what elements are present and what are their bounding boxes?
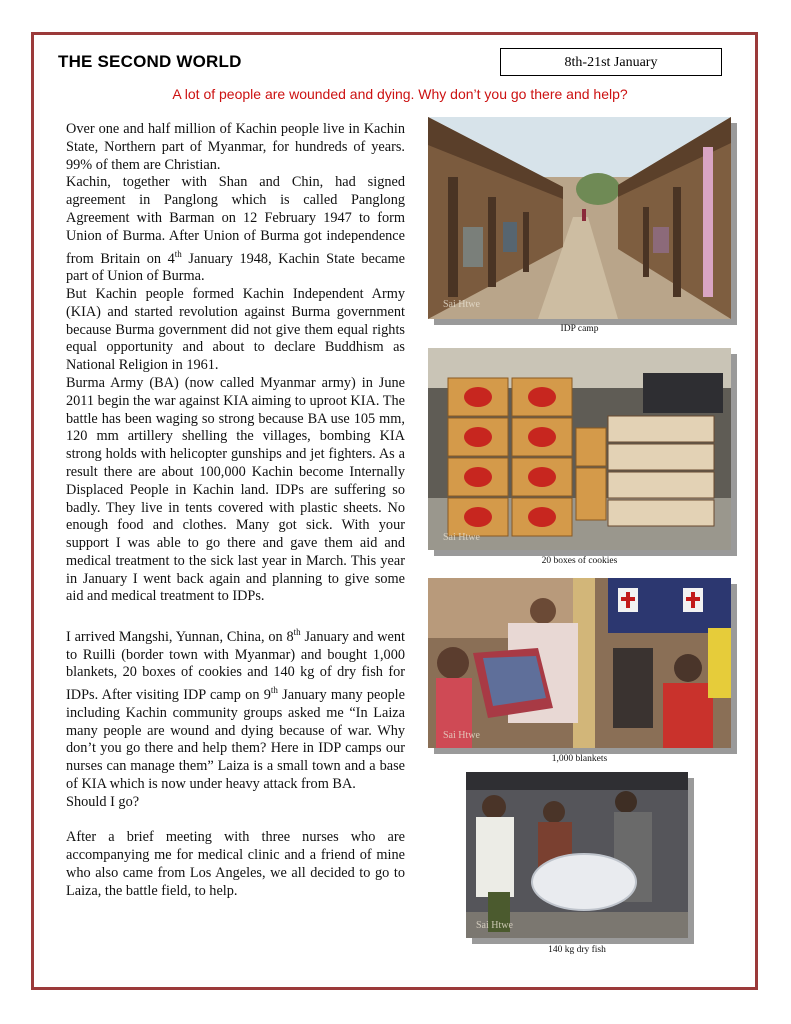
paragraph-decision: After a brief meeting with three nurses who are accompanying me for medical clinic and a friend of mine who also came from Los Angeles, we all decided to go to Laiza, the battle field, to help. bbox=[66, 829, 405, 899]
caption-dry-fish: 140 kg dry fish bbox=[548, 945, 606, 955]
caption-cookie-boxes: 20 boxes of cookies bbox=[541, 556, 618, 566]
photo-dry-fish bbox=[466, 772, 688, 938]
watermark: Sai Htwe bbox=[443, 299, 480, 310]
paragraph-intro: Over one and half million of Kachin people live in Kachin State, Northern part of Myanmar, for hundreds of years. 99% of them are Christian. bbox=[66, 121, 405, 173]
watermark: Sai Htwe bbox=[476, 920, 513, 931]
headline: A lot of people are wounded and dying. Why don’t you go there and help? bbox=[172, 86, 628, 102]
paragraph-arrival: I arrived Mangshi, Yunnan, China, on 8th January and went to Ruilli (border town with Myanmar) and bought 1,000 blankets, 20 boxes of cookies and 140 kg of dry fish for IDPs. After visiting IDP camp on 9th January many people including Kachin community groups asked me “In Laiza many people are wound and dying because of war. Why don’t you go there and help them? Here in IDP camps our nurses can manage them” Laiza is a small town and a base of KIA which is now under heavy attack from BA. bbox=[66, 627, 405, 792]
paragraph-question: Should I go? bbox=[66, 793, 140, 810]
photo-idp-camp bbox=[428, 117, 731, 319]
newsletter-title: THE SECOND WORLD bbox=[58, 52, 242, 71]
date-box: 8th-21st January bbox=[500, 48, 722, 76]
paragraph-history: Kachin, together with Shan and Chin, had signed agreement in Panglong which is called Panglong Agreement with Barman on 12 February 1947 to form Union of Burma. After Union of Burma got independence from Britain on 4th January 1948, Kachin State became part of Union of Burma. bbox=[66, 174, 405, 285]
photo-cookie-boxes bbox=[428, 348, 731, 550]
watermark: Sai Htwe bbox=[443, 730, 480, 741]
paragraph-kia: But Kachin people formed Kachin Independent Army (KIA) and started revolution against Burma government because Burma government did not give them equal rights equal opportunity and about to declare Buddhism as National Religion in 1961. bbox=[66, 285, 405, 374]
article-body bbox=[66, 121, 405, 901]
watermark: Sai Htwe bbox=[443, 532, 480, 543]
caption-idp-camp: IDP camp bbox=[560, 324, 599, 334]
paragraph-war: Burma Army (BA) (now called Myanmar army) in June 2011 begin the war against KIA aiming to uproot KIA. The battle has been waging so strong because BA use 105 mm, 120 mm artillery shelling the villages, bombing KIA strong holds with helicopter gunships and jet fighters. As a result there are about 100,000 Kachin become Internally Displaced People in Kachin land. IDPs are suffering so badly. They live in tents covered with plastic sheets. No enough food and clothes. Many got sick. With your support I was able to go there and gave them aid and medical treatment to the sick last year in March. This year in January I went back again and planning to give some aid and medical treatment to IDPs. bbox=[66, 374, 405, 605]
caption-blankets: 1,000 blankets bbox=[551, 754, 608, 764]
photo-blankets bbox=[428, 578, 731, 748]
